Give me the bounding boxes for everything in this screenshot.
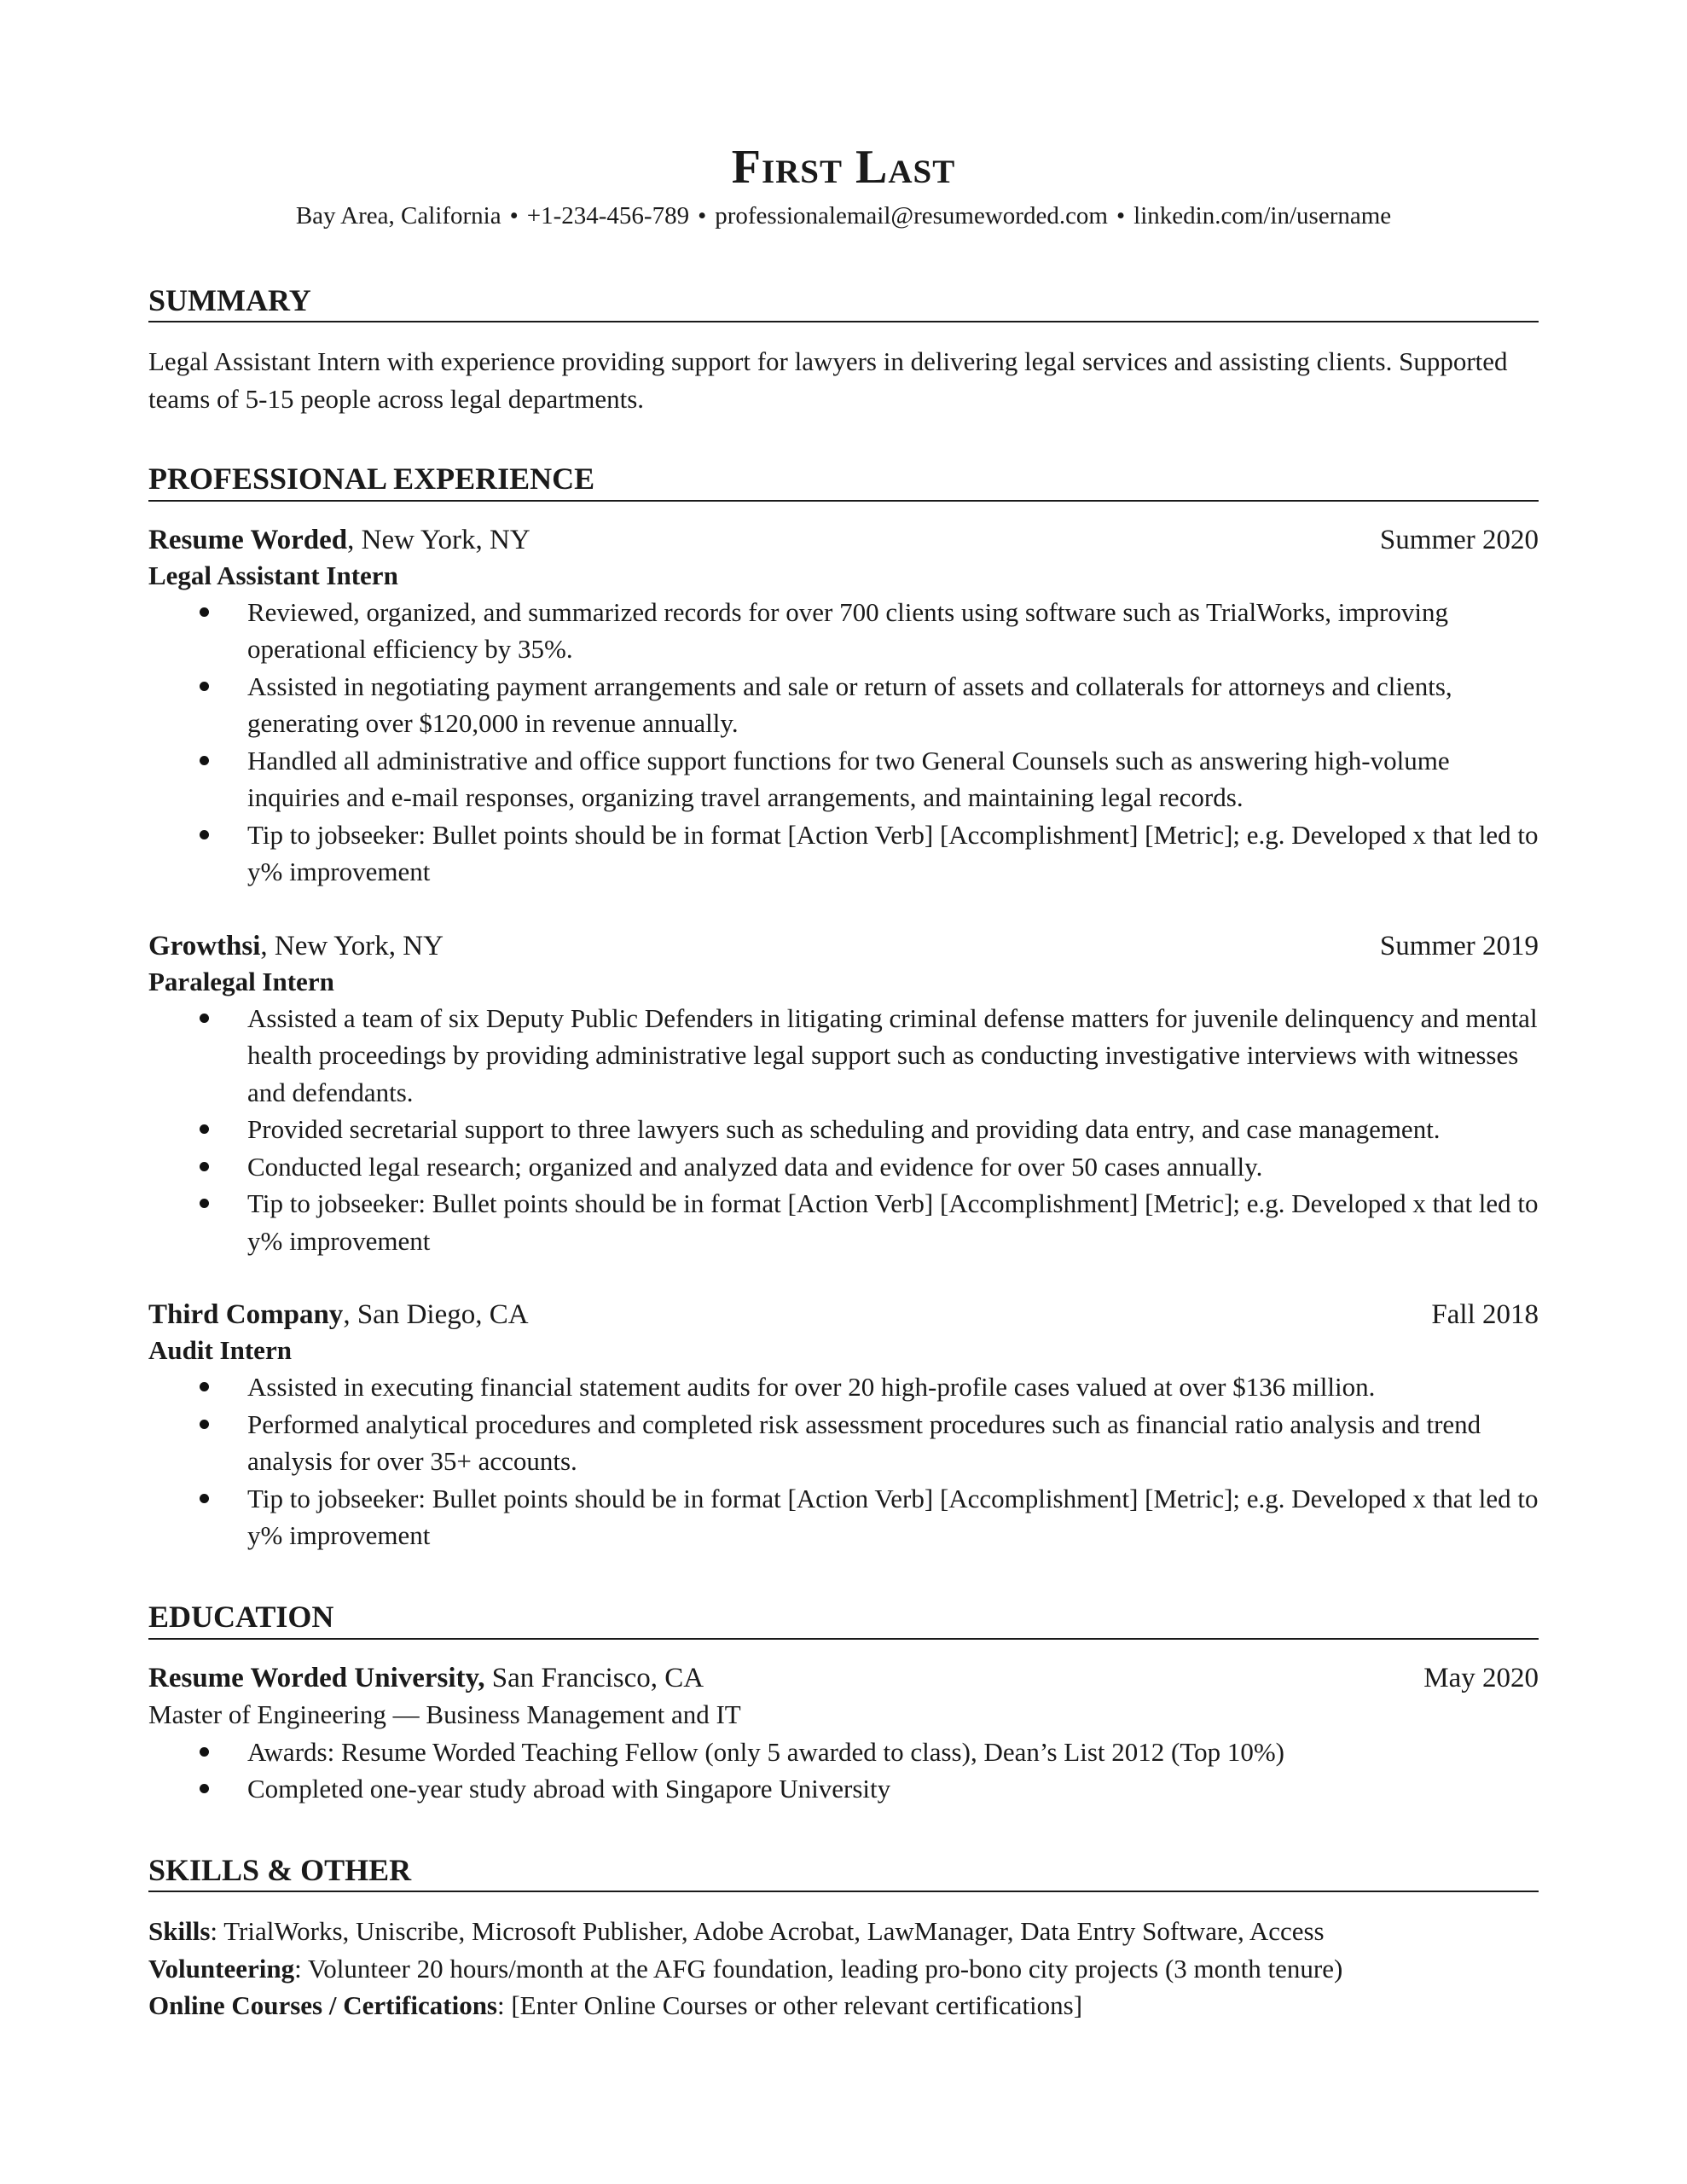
education-bullets (148, 1734, 1539, 1808)
bullet-item: Handled all administrative and office support functions for two General Counsels such as answering high-volume inquiries and e-mail responses, organizing travel arrangements, and maintaining legal records. (247, 742, 1539, 816)
job-role: Legal Assistant Intern (148, 560, 398, 590)
bullet-item: Tip to jobseeker: Bullet points should be in format [Action Verb] [Accomplishment] [Metric]; e.g. Developed x that led to y% improvement (247, 1480, 1539, 1554)
bullet-item: Performed analytical procedures and completed risk assessment procedures such as financial ratio analysis and trend analysis for over 35+ accounts. (247, 1406, 1539, 1480)
volunteering-value: : Volunteer 20 hours/month at the AFG foundation, leading pro-bono city projects (3 month tenure) (294, 1953, 1343, 1984)
section-title-experience: PROFESSIONAL EXPERIENCE (148, 462, 1539, 502)
bullet-item: Completed one-year study abroad with Singapore University (247, 1770, 1539, 1808)
contact-separator: • (1116, 202, 1126, 229)
job-company-line (148, 522, 530, 558)
bullet-item: Conducted legal research; organized and analyzed data and evidence for over 50 cases annually. (247, 1148, 1539, 1186)
skills-line (148, 1913, 1539, 1950)
resume-page (148, 128, 1539, 2024)
contact-line (148, 201, 1539, 231)
skills-value: : TrialWorks, Uniscribe, Microsoft Publisher, Adobe Acrobat, LawManager, Data Entry Software, Access (210, 1916, 1325, 1947)
job-date: Summer 2019 (1379, 930, 1539, 961)
job-date: Fall 2018 (1431, 1299, 1539, 1331)
job-role: Paralegal Intern (148, 966, 334, 996)
summary-text: Legal Assistant Intern with experience providing support for lawyers in delivering legal services and assisting clients. Supported teams of 5-15 people across legal departments. (148, 346, 1508, 415)
contact-location: Bay Area, California (295, 202, 501, 229)
contact-separator: • (509, 202, 519, 229)
section-title-skills: SKILLS & OTHER (148, 1854, 1539, 1893)
contact-email[interactable]: professionalemail@resumeworded.com (715, 202, 1108, 229)
job-header (148, 1297, 1539, 1333)
bullet-item: Reviewed, organized, and summarized records for over 700 clients using software such as TrialWorks, improving operational efficiency by 35%. (247, 594, 1539, 668)
job-company-line (148, 928, 443, 964)
volunteering-label: Volunteering (148, 1953, 295, 1984)
bullet-item: Awards: Resume Worded Teaching Fellow (only 5 awarded to class), Dean’s List 2012 (Top 10%) (247, 1734, 1539, 1771)
candidate-name: First Last (731, 141, 956, 194)
certifications-value: : [Enter Online Courses or other relevant certifications] (497, 1990, 1083, 2021)
job-location: , San Diego, CA (343, 1299, 529, 1331)
job-bullets (148, 1368, 1539, 1554)
bullet-item: Provided secretarial support to three lawyers such as scheduling and providing data entry, and case management. (247, 1111, 1539, 1148)
education-date: May 2020 (1423, 1662, 1539, 1693)
volunteering-line (148, 1950, 1539, 1988)
education-degree: Master of Engineering — Business Management and IT (148, 1699, 741, 1729)
education-school: Resume Worded University, (148, 1662, 485, 1693)
contact-phone: +1-234-456-789 (526, 202, 690, 229)
job-entry (148, 928, 1539, 1260)
job-entry (148, 522, 1539, 891)
contact-linkedin[interactable]: linkedin.com/in/username (1133, 202, 1392, 229)
education-location: San Francisco, CA (484, 1662, 704, 1693)
job-company: Resume Worded (148, 524, 348, 555)
education-header (148, 1660, 1539, 1696)
contact-separator: • (698, 202, 707, 229)
bullet-item: Tip to jobseeker: Bullet points should be in format [Action Verb] [Accomplishment] [Metric]; e.g. Developed x that led to y% improvement (247, 816, 1539, 891)
job-bullets (148, 594, 1539, 891)
section-title-summary: SUMMARY (148, 284, 1539, 323)
bullet-item: Assisted in executing financial statement audits for over 20 high-profile cases valued at over $136 million. (247, 1368, 1539, 1406)
bullet-item: Assisted in negotiating payment arrangements and sale or return of assets and collaterals for attorneys and clients, generating over $120,000 in revenue annually. (247, 668, 1539, 742)
education-school-line (148, 1660, 704, 1696)
job-header (148, 928, 1539, 964)
job-entry (148, 1297, 1539, 1554)
job-company-line (148, 1297, 529, 1333)
certifications-line (148, 1987, 1539, 2024)
job-bullets (148, 1000, 1539, 1260)
bullet-item: Assisted a team of six Deputy Public Defenders in litigating criminal defense matters for juvenile delinquency and mental health proceedings by providing administrative legal support such as conducting investigative interviews with witnesses and defendants. (247, 1000, 1539, 1112)
certifications-label: Online Courses / Certifications (148, 1990, 497, 2021)
job-company: Growthsi (148, 930, 261, 961)
job-header (148, 522, 1539, 558)
education-entry (148, 1660, 1539, 1808)
skills-label: Skills (148, 1916, 211, 1947)
job-role: Audit Intern (148, 1335, 292, 1366)
section-title-education: EDUCATION (148, 1600, 1539, 1640)
job-location: , New York, NY (260, 930, 443, 961)
job-location: , New York, NY (347, 524, 530, 555)
bullet-item: Tip to jobseeker: Bullet points should be in format [Action Verb] [Accomplishment] [Metric]; e.g. Developed x that led to y% improvement (247, 1185, 1539, 1259)
job-company: Third Company (148, 1299, 344, 1331)
job-date: Summer 2020 (1379, 524, 1539, 555)
